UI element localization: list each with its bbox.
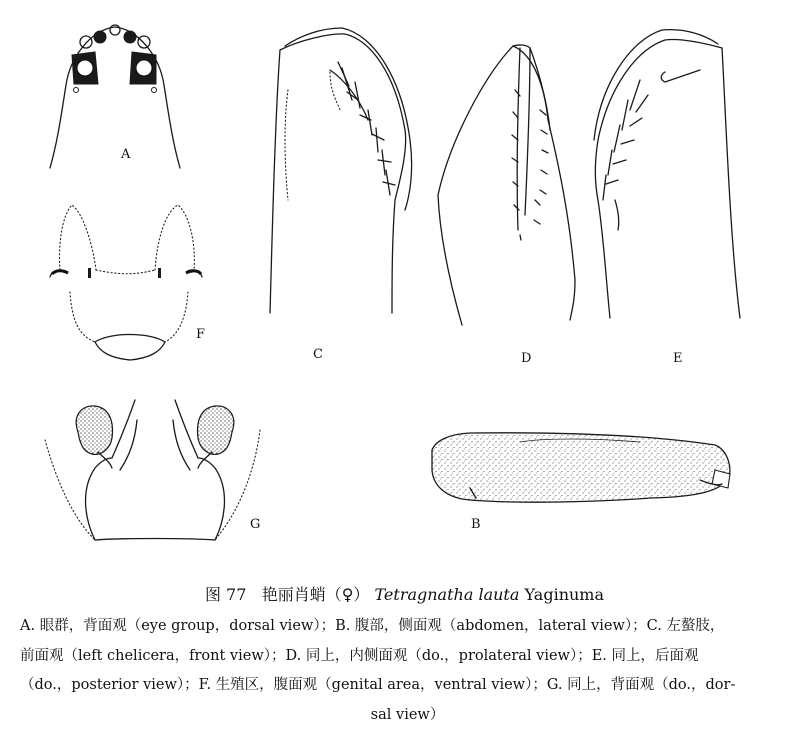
panel-label-c: C xyxy=(313,347,323,362)
panel-d-chelicera-prolateral xyxy=(438,45,575,366)
species-author: Yaginuma xyxy=(524,585,605,604)
panel-label-b: B xyxy=(471,517,481,532)
panel-e-chelicera-posterior xyxy=(594,30,740,366)
caption-line-3: （do.，posterior view）；F. 生殖区，腹面观（genital area，ventral view）；G. 同上，背面观（do.，dor- xyxy=(20,677,736,693)
figure-number: 图 77 xyxy=(204,585,247,604)
panel-label-e: E xyxy=(673,351,683,366)
panel-label-f: F xyxy=(196,327,206,342)
panel-label-g: G xyxy=(250,517,261,532)
caption-line-1: A. 眼群，背面观（eye group，dorsal view）；B. 腹部，侧面观（abdomen，lateral view）；C. 左螯肢， xyxy=(20,618,725,634)
species-name: Tetragnatha lauta xyxy=(374,585,520,604)
figure-caption-title xyxy=(0,582,809,605)
chinese-species-name: 艳丽肖蛸（♀） xyxy=(261,585,370,604)
panel-a-eye-group xyxy=(50,25,180,168)
panel-g-genital-dorsal xyxy=(45,400,260,540)
panel-c-chelicera-front xyxy=(270,28,412,362)
panel-label-a: A xyxy=(121,147,131,162)
panel-f-genital-area xyxy=(50,205,205,360)
panel-b-abdomen-lateral xyxy=(432,433,730,532)
figure-caption-body xyxy=(20,612,795,730)
caption-line-2: 前面观（left chelicera，front view）；D. 同上，内侧面观（do.，prolateral view）；E. 同上，后面观 xyxy=(20,647,699,664)
panel-label-d: D xyxy=(521,351,532,366)
caption-line-4: sal view） xyxy=(370,706,445,723)
